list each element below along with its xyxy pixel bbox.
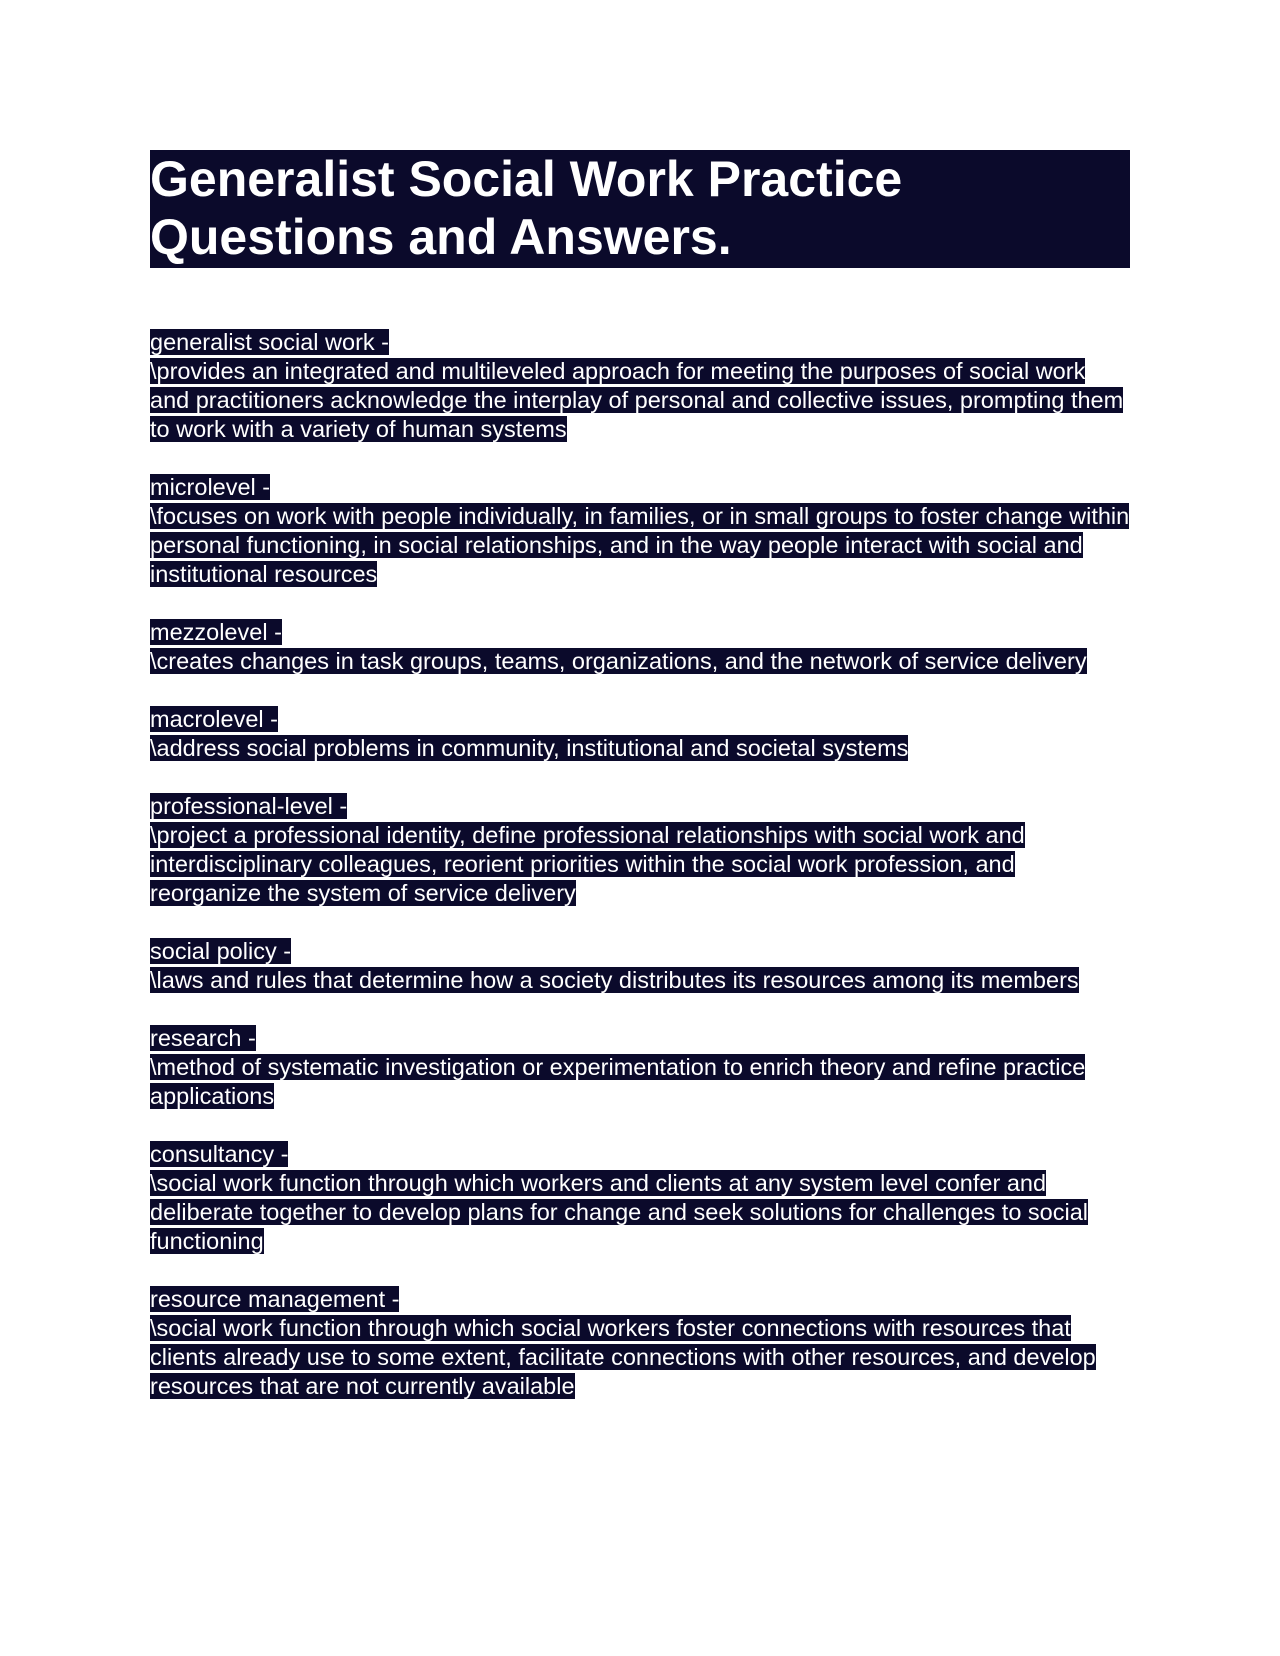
entry-term: research -: [150, 1025, 256, 1051]
entry-term: consultancy -: [150, 1141, 289, 1167]
entry-definition: \social work function through which workers and clients at any system level confer and deliberate together to develop plans for change and seek solutions for challenges to social functioning: [150, 1170, 1089, 1254]
document-page: [150, 150, 1130, 1430]
qa-list: [150, 328, 1130, 1401]
qa-entry: [150, 618, 1130, 676]
entry-term: microlevel -: [150, 474, 271, 500]
entry-definition: \focuses on work with people individually, in families, or in small groups to foster change within personal functioning, in social relationships, and in the way people interact with social and institutional resources: [150, 503, 1130, 587]
qa-entry: [150, 705, 1130, 763]
entry-definition: \address social problems in community, institutional and societal systems: [150, 735, 909, 761]
entry-definition: \provides an integrated and multileveled approach for meeting the purposes of social work and practitioners acknowledge the interplay of personal and collective issues, prompting them to work with a variety of human systems: [150, 358, 1124, 442]
qa-entry: [150, 1285, 1130, 1401]
entry-term: social policy -: [150, 938, 292, 964]
document-title: Generalist Social Work Practice Questions and Answers.: [150, 150, 1130, 268]
qa-entry: [150, 1024, 1130, 1111]
qa-entry: [150, 473, 1130, 589]
entry-definition: \laws and rules that determine how a society distributes its resources among its members: [150, 967, 1079, 993]
entry-term: professional-level -: [150, 793, 348, 819]
qa-entry: [150, 937, 1130, 995]
entry-definition: \method of systematic investigation or experimentation to enrich theory and refine practice applications: [150, 1054, 1086, 1109]
entry-term: generalist social work -: [150, 329, 390, 355]
entry-definition: \social work function through which social workers foster connections with resources that clients already use to some extent, facilitate connections with other resources, and develop resources that are not currently available: [150, 1315, 1096, 1399]
entry-definition: \creates changes in task groups, teams, organizations, and the network of service delivery: [150, 648, 1087, 674]
entry-term: macrolevel -: [150, 706, 278, 732]
qa-entry: [150, 792, 1130, 908]
qa-entry: [150, 1140, 1130, 1256]
entry-definition: \project a professional identity, define professional relationships with social work and interdisciplinary colleagues, reorient priorities within the social work profession, and reorganize the system of service delivery: [150, 822, 1025, 906]
entry-term: resource management -: [150, 1286, 400, 1312]
entry-term: mezzolevel -: [150, 619, 282, 645]
qa-entry: [150, 328, 1130, 444]
